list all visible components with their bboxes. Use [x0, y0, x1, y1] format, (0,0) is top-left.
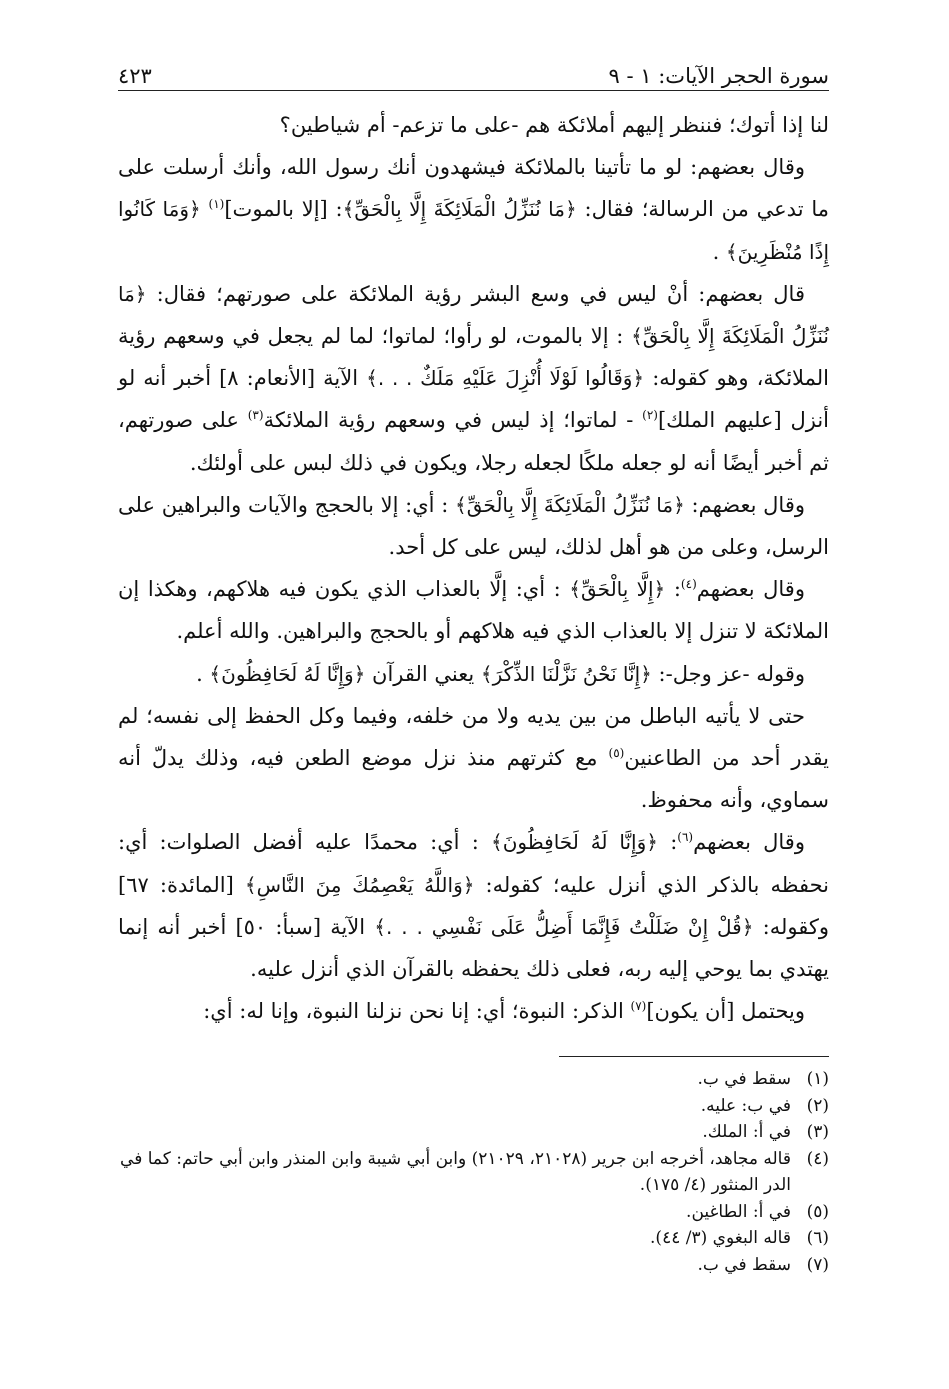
text-segment: وقال بعضهم:: [684, 492, 806, 517]
quran-verse: ﴿وَإِنَّا لَهُ لَحَافِظُونَ﴾: [491, 830, 658, 855]
text-segment: - لماتوا؛ إذ ليس في وسعهم رؤية الملائكة: [263, 408, 643, 433]
footnote: [118, 1093, 829, 1120]
surah-title: سورة الحجر الآيات: ١ - ٩: [608, 64, 829, 88]
text-segment: : أي: إلا بالحجج والآيات والبراهين على الرسل، وعلى من هو أهل لذلك، ليس على كل أحد.: [118, 492, 829, 560]
text-segment: [201, 197, 209, 221]
text-segment: الذكر: النبوة؛ أي: إنا نحن نزلنا النبوة، وإنا له: أي:: [203, 999, 631, 1024]
footnote-number: (٢): [806, 1095, 829, 1116]
text-segment: وقال بعضهم: [693, 830, 805, 855]
footnote-text: سقط في ب.: [697, 1254, 791, 1275]
paragraph: [118, 104, 829, 146]
text-segment: وقوله -عز وجل-:: [651, 661, 805, 686]
footnote-number: (١): [806, 1069, 829, 1089]
footnote: [118, 1119, 829, 1146]
text-segment: :: [658, 830, 678, 855]
text-segment: : [إلا بالموت]: [224, 197, 343, 222]
paragraph: [118, 990, 829, 1032]
footnote-text: في أ: الملك.: [702, 1122, 791, 1142]
text-segment: الآية [سبأ: ٥٠] أخبر أنه إنما يهتدي بما يوحي إليه ربه، فعلى ذلك يحفظه بالقرآن الذي أنزل عليه.: [118, 914, 829, 982]
quran-verse: ﴿وَإِنَّا لَهُ لَحَافِظُونَ﴾: [209, 661, 366, 686]
text-segment: حتى لا يأتيه الباطل من بين يديه ولا من خلفه، وفيما وكل الحفظ إلى نفسه؛ لم يقدر أحد من الطاعنين: [118, 703, 829, 771]
text-segment: لنا إذا أتوك؛ فننظر إليهم أملائكة هم -على ما تزعم- أم شياطين؟: [279, 113, 829, 137]
footnote-text: قاله البغوي (٣/ ٤٤).: [650, 1228, 791, 1248]
footnote-number: (٦): [806, 1228, 829, 1248]
text-segment: الآية [الأنعام: ٨] أخبر أنه لو أنزل [عليهم الملك]: [118, 366, 830, 433]
footnote-number: (٧): [806, 1254, 829, 1275]
text-segment: وقال بعضهم: لو ما تأتينا بالملائكة فيشهدون أنك رسول الله، وأنك أرسلت على ما تدعي من الرسالة؛ فقال:: [118, 155, 829, 222]
text-segment: .: [712, 239, 726, 264]
quran-verse: ﴿مَا نُنَزِّلُ الْمَلَائِكَةَ إِلَّا بِالْحَقِّ﴾: [455, 492, 685, 517]
footnote-ref: (٦): [677, 830, 694, 845]
paragraph: [118, 653, 829, 695]
footnotes: [118, 1066, 829, 1278]
text-segment: مع كثرتهم منذ نزل موضع الطعن فيه، وذلك يدلّ أنه سماوي، وأنه محفوظ.: [118, 746, 829, 813]
footnote-ref: (٢): [642, 408, 658, 423]
footnote-ref: (١): [208, 197, 225, 212]
footnote-number: (٥): [806, 1201, 829, 1222]
footnote: [118, 1146, 829, 1199]
text-segment: : أي: محمدًا عليه أفضل الصلوات: أي: نحفظه بالذكر الذي أنزل عليه؛ كقوله:: [118, 830, 829, 897]
text-segment: يعني القرآن: [365, 661, 481, 686]
text-segment: .: [196, 661, 210, 686]
footnote: [118, 1199, 829, 1226]
text-segment: [المائدة: ٦٧] وكقوله:: [118, 872, 829, 939]
text-segment: قال بعضهم: أنْ ليس في وسع البشر رؤية الملائكة على صورتهم؛ فقال:: [146, 281, 805, 306]
text-segment: ويحتمل [أن يكون]: [646, 999, 805, 1024]
text-segment: : أي: إلَّا بالعذاب الذي يكون فيه هلاكهم، وهكذا إن الملائكة لا تنزل إلا بالعذاب الذي فيه هلاكهم أو بالحجج والبراهين. والله أعلم.: [118, 577, 829, 644]
footnote-ref: (٧): [630, 999, 647, 1014]
paragraph: [118, 484, 829, 568]
footnote-text: قاله مجاهد، أخرجه ابن جرير (٢١٠٢٨، ٢١٠٢٩) وابن أبي شيبة وابن المنذر وابن أبي حاتم: كما في الدر المنثور (٤/ ١٧٥).: [120, 1148, 791, 1195]
quran-verse: ﴿مَا نُنَزِّلُ الْمَلَائِكَةَ إِلَّا بِالْحَقِّ﴾: [342, 197, 577, 222]
quran-verse: ﴿إِنَّا نَحْنُ نَزَّلْنَا الذِّكْرَ﴾: [480, 661, 652, 686]
footnote-divider: [559, 1056, 829, 1057]
main-text: [118, 104, 829, 1032]
text-segment: : إلا بالموت، لو رأوا؛ لماتوا؛ لما لم يجعل في وسعهم رؤية الملائكة، وهو كقوله:: [118, 324, 829, 391]
footnote-ref: (٥): [608, 746, 625, 761]
footnote: [118, 1066, 829, 1093]
paragraph: [118, 146, 829, 273]
paragraph: [118, 695, 829, 822]
footnote-ref: (٤): [680, 577, 697, 592]
footnote-text: سقط في ب.: [697, 1069, 791, 1089]
text-segment: على صورتهم، ثم أخبر أيضًا أنه لو جعله ملكًا لجعله رجلا، ويكون في ذلك لبس على أولئك.: [118, 408, 829, 475]
footnote-text: في ب: عليه.: [700, 1095, 791, 1116]
page-number: ٤٢٣: [118, 64, 152, 88]
paragraph: [118, 273, 829, 484]
page-header: [118, 52, 829, 88]
paragraph: [118, 821, 829, 990]
quran-verse: ﴿وَقَالُوا لَوْلَا أُنْزِلَ عَلَيْهِ مَلَكٌ . . .﴾: [366, 366, 645, 391]
footnote-number: (٤): [806, 1148, 829, 1169]
text-segment: :: [665, 577, 681, 602]
footnote: [118, 1225, 829, 1252]
quran-verse: ﴿إِلَّا بِالْحَقِّ﴾: [569, 577, 666, 602]
paragraph: [118, 568, 829, 652]
quran-verse: ﴿مَا نُنَزِّلُ الْمَلَائِكَةَ إِلَّا بِالْحَقِّ﴾: [118, 281, 829, 349]
text-segment: وقال بعضهم: [696, 577, 805, 602]
header-divider: [118, 90, 829, 91]
footnote-number: (٣): [806, 1122, 829, 1142]
footnote-text: في أ: الطاغين.: [686, 1201, 791, 1222]
quran-verse: ﴿وَاللَّهُ يَعْصِمُكَ مِنَ النَّاسِ﴾: [244, 872, 475, 897]
quran-verse: ﴿قُلْ إِنْ ضَلَلْتُ فَإِنَّمَا أَضِلُّ عَلَى نَفْسِي . . .﴾: [374, 914, 754, 939]
footnote-ref: (٣): [247, 408, 264, 423]
footnote: [118, 1252, 829, 1279]
quran-verse: ﴿وَمَا كَانُوا إِذًا مُنْظَرِينَ﴾: [118, 197, 829, 264]
